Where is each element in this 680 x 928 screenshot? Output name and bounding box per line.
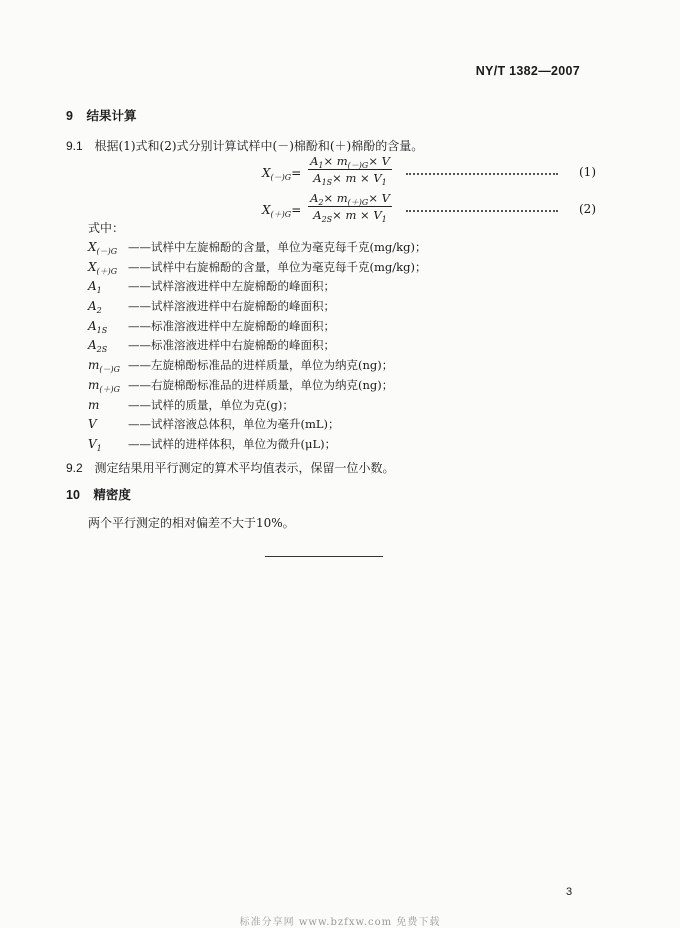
formula-lhs: $X_{(+)G}=$ <box>262 203 302 219</box>
description: ——左旋棉酚标准品的进样质量，单位为纳克(ng)； <box>128 358 394 373</box>
clause-9-2 <box>66 459 395 476</box>
leader-dots <box>406 167 558 175</box>
section-title: 精密度 <box>93 488 131 502</box>
equation-number: (1) <box>579 165 596 179</box>
definition-row <box>88 317 508 337</box>
symbol: $m_{(-)G}$ <box>88 358 121 375</box>
section-9-heading <box>66 106 136 124</box>
symbol: $X_{(+)G}$ <box>88 259 118 276</box>
description: ——试样的质量，单位为克(g)； <box>128 397 294 412</box>
definition-row <box>88 376 508 396</box>
definition-row <box>88 435 508 455</box>
definition-row <box>88 415 508 435</box>
definition-row <box>88 277 508 297</box>
section-number: 10 <box>66 488 80 502</box>
section-title: 结果计算 <box>86 109 137 123</box>
symbol: V <box>88 417 97 432</box>
description: ——标准溶液进样中左旋棉酚的峰面积； <box>128 318 335 333</box>
section-10-heading <box>66 485 131 503</box>
end-rule <box>265 556 383 557</box>
formula-lhs: $X_{(-)G}=$ <box>262 166 302 182</box>
where-label: 式中： <box>88 221 125 235</box>
description: ——试样中左旋棉酚的含量，单位为毫克每千克(mg/kg)； <box>128 240 427 254</box>
symbol: $A_1$ <box>88 279 102 296</box>
symbol: m <box>88 397 100 412</box>
formula-fraction <box>308 191 392 222</box>
leader-dots <box>406 204 558 212</box>
formula-fraction <box>308 154 392 185</box>
symbol: $A_{1S}$ <box>88 318 108 335</box>
numerator: $A_2\times m_{(+)G}\times V$ <box>308 191 392 207</box>
description: ——试样溶液进样中右旋棉酚的峰面积； <box>128 299 335 314</box>
standard-number: NY/T 1382—2007 <box>475 64 580 78</box>
definitions-list <box>88 238 508 455</box>
formula-1 <box>262 154 596 194</box>
definition-row <box>88 396 508 416</box>
symbol: $X_{(-)G}$ <box>88 240 118 256</box>
clause-text: 根据(1)式和(2)式分别计算试样中(－)棉酚和(＋)棉酚的含量。 <box>94 139 424 153</box>
denominator: $A_{1S}\times m \times V_1$ <box>313 171 387 187</box>
description: ——标准溶液进样中右旋棉酚的峰面积； <box>128 338 335 353</box>
clause-text: 测定结果用平行测定的算术平均值表示，保留一位小数。 <box>94 461 395 475</box>
formula-2 <box>262 191 596 231</box>
precision-text: 两个平行测定的相对偏差不大于10%。 <box>88 516 295 530</box>
clause-number: 9.1 <box>66 139 83 153</box>
denominator: $A_{2S}\times m \times V_1$ <box>313 208 387 224</box>
description: ——试样中右旋棉酚的含量，单位为毫克每千克(mg/kg)； <box>128 259 427 274</box>
symbol: $A_2$ <box>88 299 102 316</box>
clause-number: 9.2 <box>66 461 83 475</box>
page-number: 3 <box>566 886 573 898</box>
definition-row <box>88 258 508 278</box>
definition-row <box>88 336 508 356</box>
equation-number: (2) <box>579 202 596 216</box>
numerator: $A_1\times m_{(-)G}\times V$ <box>308 154 392 170</box>
symbol: $m_{(+)G}$ <box>88 377 121 394</box>
footer-watermark: 标准分享网 www.bzfxw.com 免费下载 <box>239 917 441 928</box>
description: ——试样溶液总体积，单位为毫升(mL)； <box>128 417 340 432</box>
definition-row <box>88 238 508 258</box>
symbol: $V_1$ <box>88 436 102 453</box>
symbol: $A_{2S}$ <box>88 338 108 355</box>
description: ——右旋棉酚标准品的进样质量，单位为纳克(ng)； <box>128 377 394 392</box>
section-number: 9 <box>66 109 73 123</box>
clause-9-1 <box>66 137 423 154</box>
definition-row <box>88 297 508 317</box>
description: ——试样的进样体积，单位为微升(μL)； <box>128 436 337 451</box>
definition-row <box>88 356 508 376</box>
description: ——试样溶液进样中左旋棉酚的峰面积； <box>128 279 335 294</box>
